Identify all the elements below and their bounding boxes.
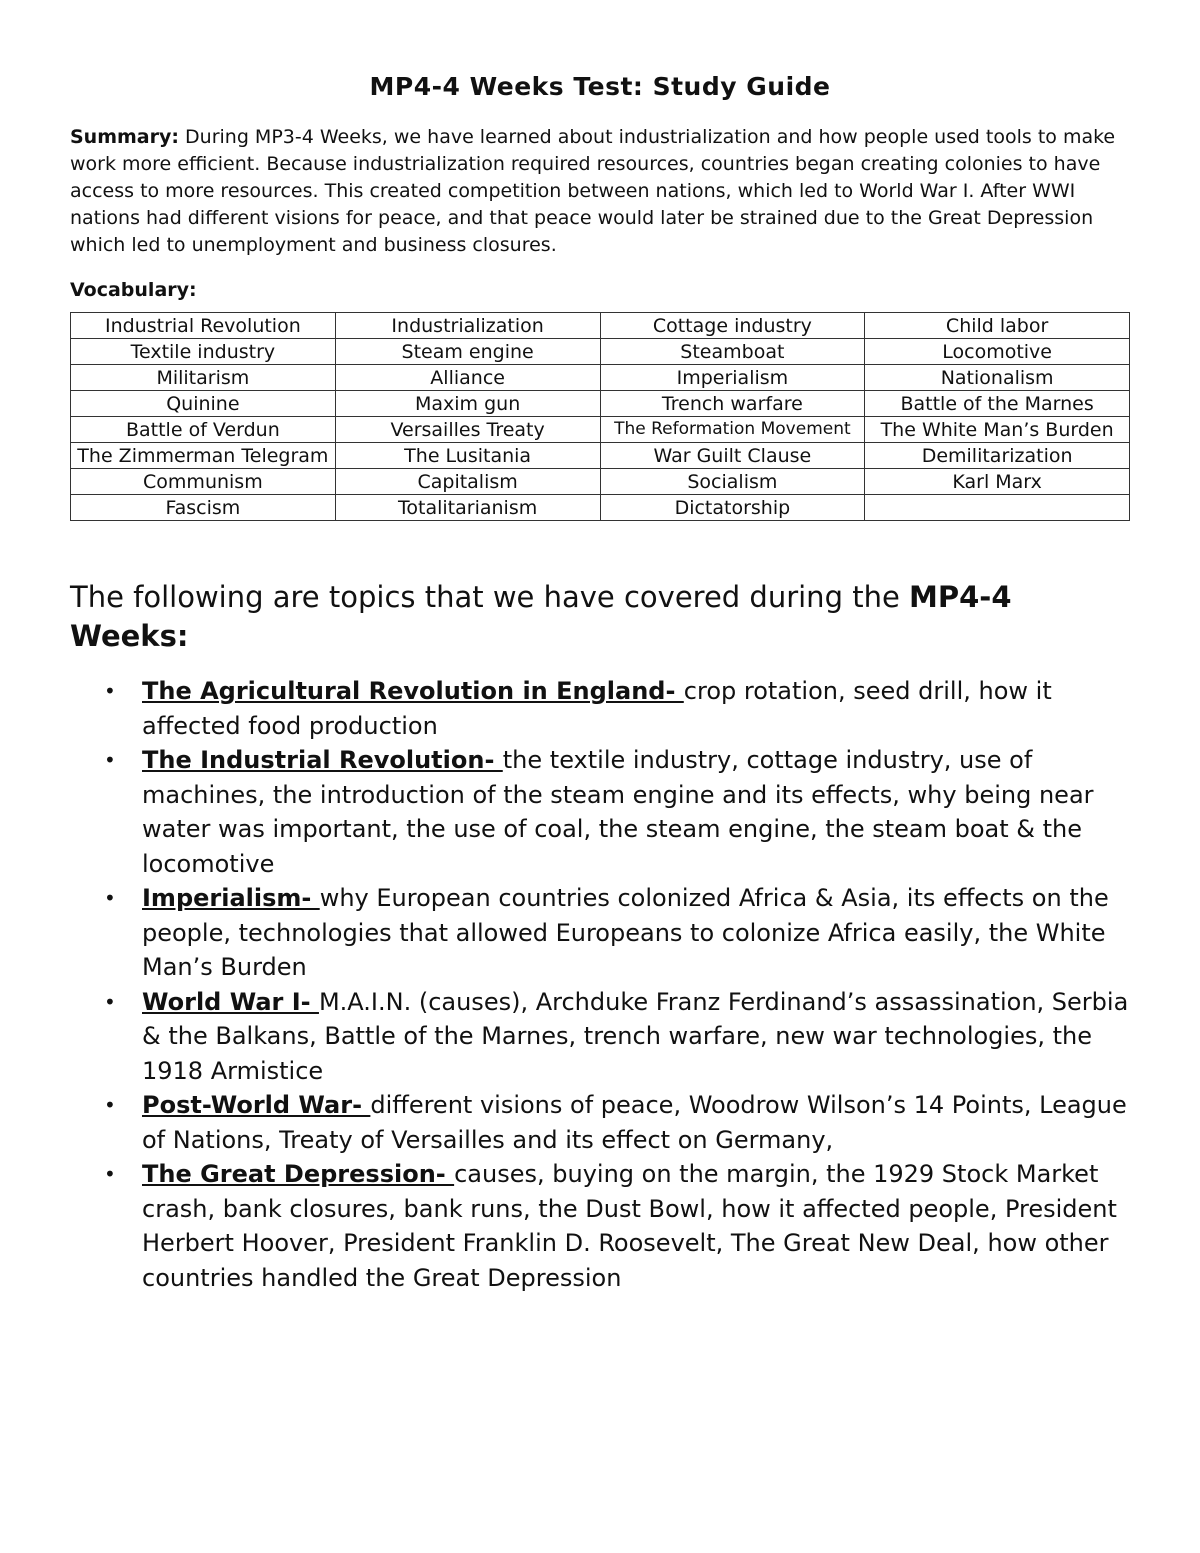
vocab-cell: The Reformation Movement — [600, 417, 865, 443]
list-item — [70, 985, 1130, 1089]
summary-label: Summary: — [70, 126, 179, 148]
vocab-cell: The Lusitania — [335, 443, 600, 469]
topic-text: causes, buying on the margin, the 1929 Stock Market crash, bank closures, bank runs, the Dust Bowl, how it affected people, President Herbert Hoover, President Franklin D. Roosevelt, The Great New Deal, how other countries handled the Great Depression — [142, 1160, 1117, 1292]
list-item — [70, 1088, 1130, 1157]
bullet-icon: • — [104, 886, 116, 910]
topic-text: different visions of peace, Woodrow Wilson’s 14 Points, League of Nations, Treaty of Versailles and its effect on Germany, — [142, 1091, 1127, 1154]
list-item — [70, 881, 1130, 985]
table-row — [71, 313, 1130, 339]
vocab-cell: Capitalism — [335, 469, 600, 495]
list-item — [70, 674, 1130, 743]
vocab-cell: The White Man’s Burden — [865, 417, 1130, 443]
vocabulary-table — [70, 312, 1130, 521]
vocab-cell: Industrial Revolution — [71, 313, 336, 339]
vocab-cell: Steamboat — [600, 339, 865, 365]
vocab-cell: Maxim gun — [335, 391, 600, 417]
vocab-cell: Child labor — [865, 313, 1130, 339]
vocab-cell: Militarism — [71, 365, 336, 391]
vocab-cell-empty — [865, 495, 1130, 521]
vocab-cell: Cottage industry — [600, 313, 865, 339]
table-row — [71, 391, 1130, 417]
topics-heading-text: The following are topics that we have covered during the — [70, 580, 910, 614]
list-item — [70, 743, 1130, 881]
bullet-icon: • — [104, 1162, 116, 1186]
bullet-icon: • — [104, 679, 116, 703]
vocab-cell: Socialism — [600, 469, 865, 495]
topic-text: crop rotation, seed drill, how it affected food production — [142, 677, 1052, 740]
topic-text: M.A.I.N. (causes), Archduke Franz Ferdinand’s assassination, Serbia & the Balkans, Battle of the Marnes, trench warfare, new war technologies, the 1918 Armistice — [142, 987, 1129, 1085]
table-row — [71, 469, 1130, 495]
summary-text: During MP3-4 Weeks, we have learned about industrialization and how people used tools to make work more efficient. Because industrialization required resources, countries began creating colonies to have access to more resources. This created competition between nations, which led to World War I. After WWI nations had different visions for peace, and that peace would later be strained due to the Great Depression which led to unemployment and business closures. — [70, 126, 1116, 256]
topics-heading — [70, 578, 1130, 656]
vocab-cell: Nationalism — [865, 365, 1130, 391]
topic-title: The Agricultural Revolution in England- — [142, 677, 684, 705]
vocab-cell: The Zimmerman Telegram — [71, 443, 336, 469]
vocab-cell: War Guilt Clause — [600, 443, 865, 469]
topic-title: Imperialism- — [142, 884, 320, 912]
vocab-cell: Battle of Verdun — [71, 417, 336, 443]
vocab-cell: Steam engine — [335, 339, 600, 365]
vocab-cell: Karl Marx — [865, 469, 1130, 495]
list-item — [70, 1157, 1130, 1295]
topic-title: The Industrial Revolution- — [142, 746, 503, 774]
vocabulary-label: Vocabulary: — [70, 279, 197, 301]
vocab-cell: Totalitarianism — [335, 495, 600, 521]
vocab-cell: Communism — [71, 469, 336, 495]
study-guide-page — [70, 70, 1130, 1295]
topic-title: Post-World War- — [142, 1091, 371, 1119]
table-row — [71, 417, 1130, 443]
table-row — [71, 365, 1130, 391]
vocab-cell: Industrialization — [335, 313, 600, 339]
topic-title: The Great Depression- — [142, 1160, 455, 1188]
vocab-cell: Fascism — [71, 495, 336, 521]
bullet-icon: • — [104, 748, 116, 772]
vocab-cell: Imperialism — [600, 365, 865, 391]
vocab-cell: Battle of the Marnes — [865, 391, 1130, 417]
vocab-cell: Demilitarization — [865, 443, 1130, 469]
summary-paragraph — [70, 124, 1130, 259]
table-row — [71, 339, 1130, 365]
page-title: MP4-4 Weeks Test: Study Guide — [369, 72, 831, 101]
vocab-cell: Locomotive — [865, 339, 1130, 365]
bullet-icon: • — [104, 989, 116, 1014]
topics-list — [70, 674, 1130, 1295]
vocab-cell: Dictatorship — [600, 495, 865, 521]
topic-text: why European countries colonized Africa & Asia, its effects on the people, technologies that allowed Europeans to colonize Africa easily, the White Man’s Burden — [142, 884, 1109, 981]
vocab-cell: Quinine — [71, 391, 336, 417]
table-row — [71, 443, 1130, 469]
topics-heading-bold: MP4-4 Weeks: — [70, 580, 1012, 653]
vocab-cell: Textile industry — [71, 339, 336, 365]
vocab-cell: Versailles Treaty — [335, 417, 600, 443]
topic-title: World War I- — [142, 987, 319, 1016]
topic-text: the textile industry, cottage industry, use of machines, the introduction of the steam engine and its effects, why being near water was important, the use of coal, the steam engine, the steam boat & the locomotive — [142, 746, 1094, 878]
bullet-icon: • — [104, 1093, 116, 1117]
table-row — [71, 495, 1130, 521]
vocab-cell: Trench warfare — [600, 391, 865, 417]
vocab-cell: Alliance — [335, 365, 600, 391]
